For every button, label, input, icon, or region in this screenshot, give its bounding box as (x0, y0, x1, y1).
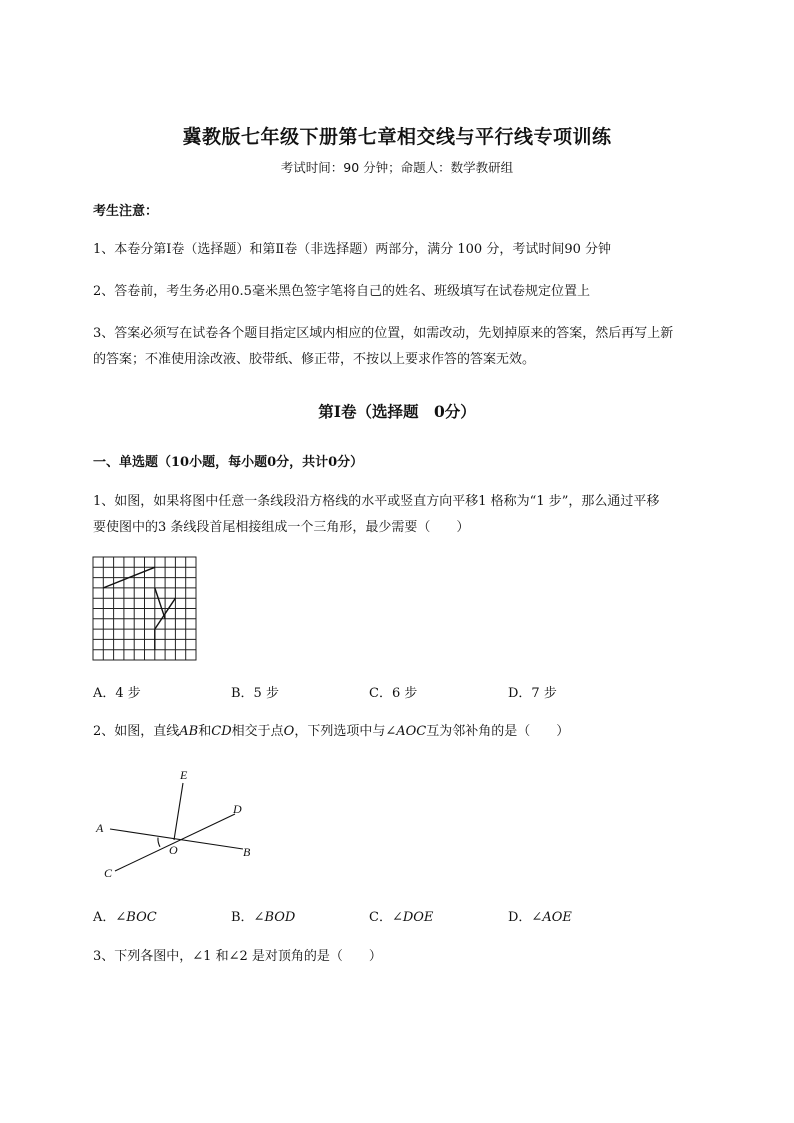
q2-option-c[interactable]: C．∠DOE (369, 910, 434, 925)
q1-option-b[interactable]: B．5 步 (231, 686, 279, 701)
label-e: E (180, 768, 188, 782)
notice-item-1: 1、本卷分第Ⅰ卷（选择题）和第Ⅱ卷（非选择题）两部分，满分 100 分，考试时间90 分钟 (93, 242, 611, 257)
group-title: 一、单选题（10小题，每小题0分，共计0分） (93, 455, 364, 470)
notice-heading: 考生注意： (93, 204, 159, 219)
label-d: D (233, 802, 242, 816)
exam-info: 考试时间：90 分钟；命题人：数学教研组 (280, 160, 514, 175)
q1-option-a[interactable]: A．4 步 (93, 686, 141, 701)
section-title: 第Ⅰ卷（选择题 0分） (318, 402, 476, 421)
q1-option-d[interactable]: D．7 步 (508, 686, 557, 701)
q2-text: 2、如图，直线AB和CD相交于点O，下列选项中与∠AOC互为邻补角的是（ ） (93, 724, 570, 739)
label-b: B (243, 845, 251, 859)
ray-oe (174, 783, 183, 840)
q3-text: 3、下列各图中，∠1 和∠2 是对顶角的是（ ） (93, 949, 382, 964)
q1-grid-figure (92, 556, 198, 662)
segment-2 (155, 588, 165, 619)
q2-option-d[interactable]: D．∠AOE (508, 910, 572, 925)
q1-text-line-2: 要使图中的3 条线段首尾相接组成一个三角形，最少需要（ ） (93, 520, 470, 535)
notice-item-2: 2、答卷前，考生务必用0.5毫米黑色签字笔将自己的姓名、班级填写在试卷规定位置上 (93, 284, 590, 299)
grid-lines (93, 557, 196, 660)
q1-option-c[interactable]: C．6 步 (369, 686, 418, 701)
q2-lines-figure (90, 760, 270, 885)
label-a: A (96, 821, 104, 835)
q2-option-b[interactable]: B．∠BOD (231, 910, 296, 925)
q1-text-line-1: 1、如图，如果将图中任意一条线段沿方格线的水平或竖直方向平移1 格称为“1 步”，那么通过平移 (93, 494, 660, 509)
q2-option-a[interactable]: A．∠BOC (93, 910, 157, 925)
angle-aoc-arc (158, 838, 160, 847)
page-title: 冀教版七年级下册第七章相交线与平行线专项训练 (182, 126, 612, 148)
notice-item-3-line-1: 3、答案必须写在试卷各个题目指定区域内相应的位置，如需改动，先划掉原来的答案，然后再写上新 (93, 326, 674, 341)
label-c: C (104, 866, 113, 880)
notice-item-3-line-2: 的答案；不准使用涂改液、胶带纸、修正带，不按以上要求作答的答案无效。 (93, 352, 536, 367)
label-o: O (169, 843, 178, 857)
